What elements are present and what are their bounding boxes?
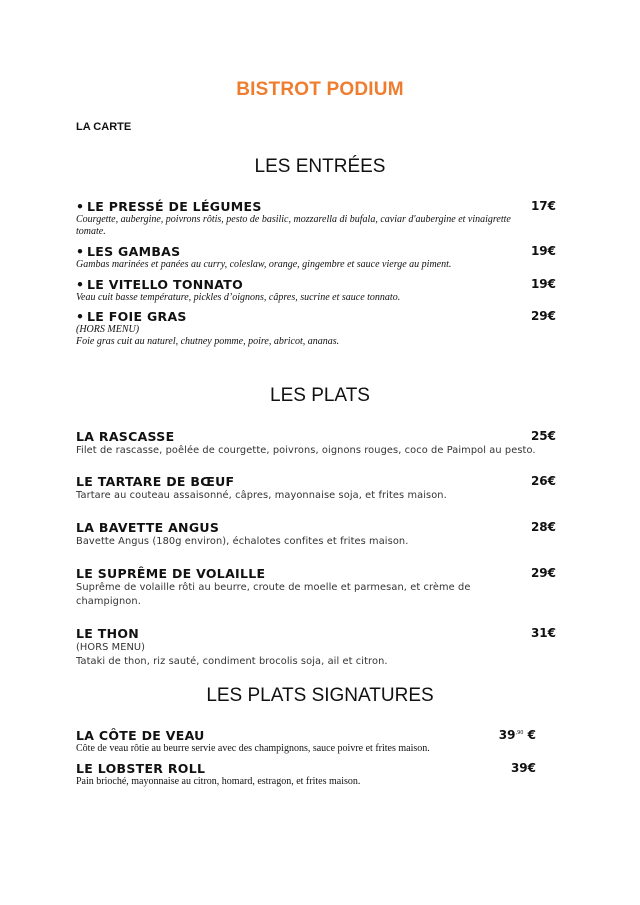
menu-item <box>76 309 562 348</box>
menu-item <box>76 429 562 458</box>
item-price: 26€ <box>530 474 556 488</box>
bullet: • <box>76 244 85 259</box>
item-note: (HORS MENU) <box>76 642 146 653</box>
item-price: 29€ <box>530 309 556 323</box>
menu-item <box>76 761 536 788</box>
item-description: Courgette, aubergine, poivrons rôtis, pesto de basilic, mozzarella di bufala, caviar d'aubergine et vinaigrette tomate. <box>76 214 511 237</box>
item-description: Gambas marinées et panées au curry, coleslaw, orange, gingembre et sauce vierge au piment. <box>76 259 452 270</box>
menu-item <box>76 566 562 609</box>
item-price: 31€ <box>530 626 556 640</box>
item-price: 39€ <box>510 761 536 775</box>
item-description: Foie gras cuit au naturel, chutney pomme, poire, abricot, ananas. <box>76 336 340 347</box>
section-title-plats: LES PLATS <box>270 385 370 406</box>
restaurant-name: BISTROT PODIUM <box>236 79 404 100</box>
item-price: 29€ <box>530 566 556 580</box>
item-description: Pain brioché, mayonnaise au citron, homard, estragon, et frites maison. <box>76 776 361 787</box>
section-title-signatures: LES PLATS SIGNATURES <box>206 685 434 706</box>
menu-item <box>76 520 562 549</box>
item-description: Veau cuit basse température, pickles d’oignons, câpres, sucrine et sauce tonnato. <box>76 292 401 303</box>
menu-item <box>76 728 536 755</box>
item-name: LA BAVETTE ANGUS <box>76 520 220 535</box>
menu-item <box>76 626 562 669</box>
bullet: • <box>76 277 85 292</box>
item-price: 19€ <box>530 277 556 291</box>
item-name: LA CÔTE DE VEAU <box>76 728 205 743</box>
item-price: 19€ <box>530 244 556 258</box>
section-title-entrees: LES ENTRÉES <box>254 156 386 177</box>
item-price: 28€ <box>530 520 556 534</box>
bullet: • <box>76 199 85 214</box>
item-name: LE LOBSTER ROLL <box>76 761 206 776</box>
menu-item <box>76 199 562 238</box>
item-name: LA RASCASSE <box>76 429 175 444</box>
item-name: • LE FOIE GRAS <box>76 309 187 324</box>
item-price: 17€ <box>530 199 556 213</box>
item-name: LE THON <box>76 626 140 641</box>
item-name: • LES GAMBAS <box>76 244 181 259</box>
bullet: • <box>76 309 85 324</box>
item-description: Tartare au couteau assaisonné, câpres, mayonnaise soja, et frites maison. <box>76 490 447 501</box>
item-description: Côte de veau rôtie au beurre servie avec des champignons, sauce poivre et frites maison. <box>76 743 430 754</box>
menu-item <box>76 277 562 304</box>
menu-item <box>76 474 562 503</box>
item-name: LE SUPRÊME DE VOLAILLE <box>76 566 266 581</box>
item-name: • LE VITELLO TONNATO <box>76 277 244 292</box>
item-price: 25€ <box>530 429 556 443</box>
item-description: Filet de rascasse, poêlée de courgette, poivrons, oignons rouges, coco de Paimpol au pesto. <box>76 445 536 456</box>
item-name: • LE PRESSÉ DE LÉGUMES <box>76 199 262 214</box>
menu-item <box>76 244 562 271</box>
menu-subtitle: LA CARTE <box>76 121 132 133</box>
item-name: LE TARTARE DE BŒUF <box>76 474 235 489</box>
item-price: $39^{,90}$ € <box>498 728 536 742</box>
item-description: Bavette Angus (180g environ), échalotes confites et frites maison. <box>76 536 409 547</box>
item-note: (HORS MENU) <box>76 324 140 335</box>
item-description: Suprême de volaille rôti au beurre, croute de moelle et parmesan, et crème de champignon. <box>76 582 471 607</box>
item-description: Tataki de thon, riz sauté, condiment brocolis soja, ail et citron. <box>76 656 388 667</box>
